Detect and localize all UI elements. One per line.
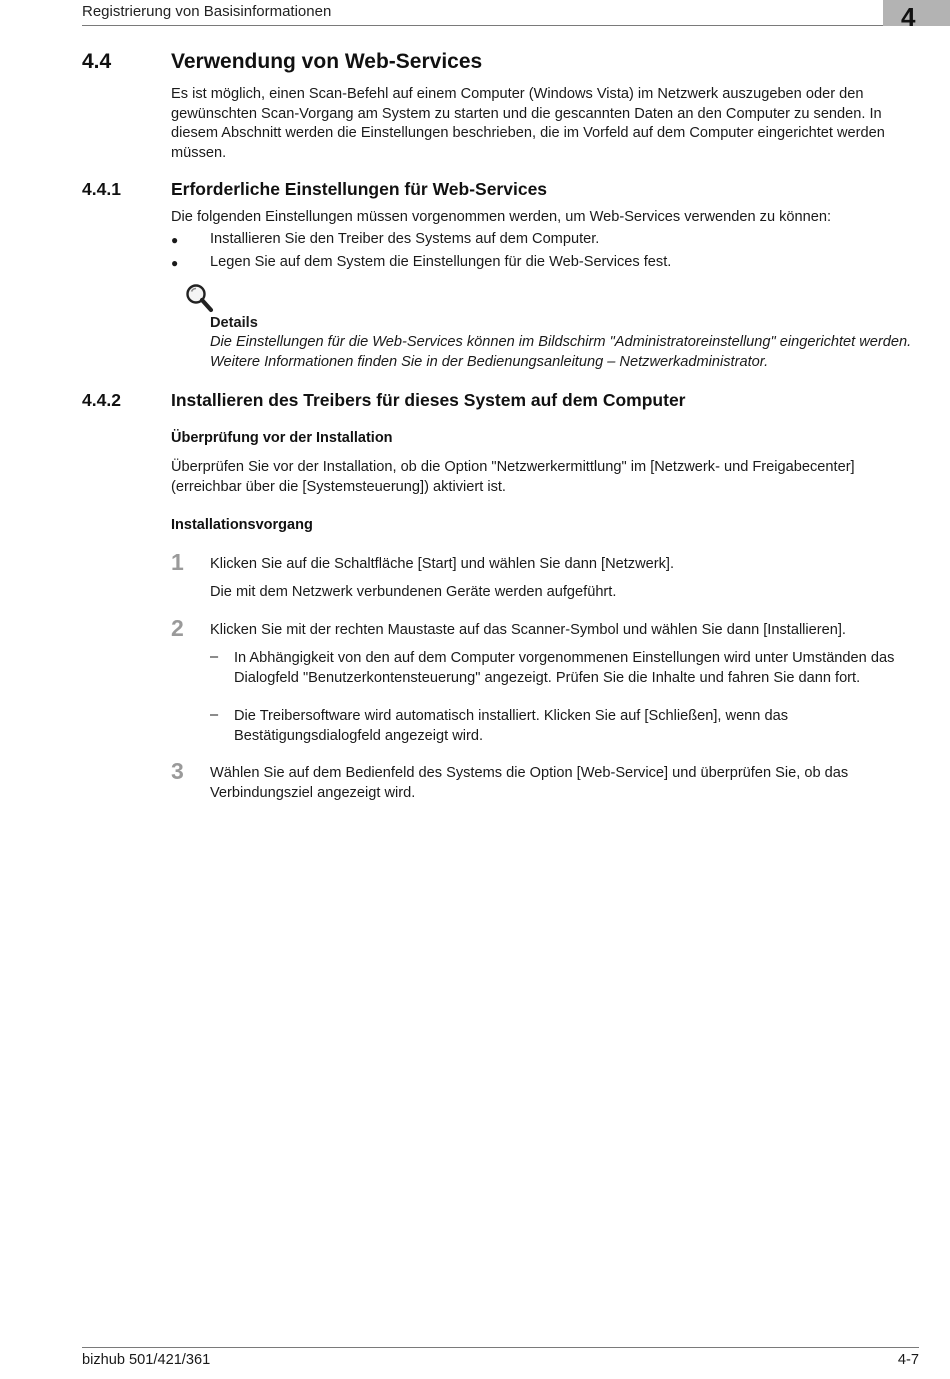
bullet-icon: ●	[171, 233, 179, 247]
section-number: 4.4	[82, 50, 112, 73]
subsection-1-number: 4.4.1	[82, 179, 121, 199]
chapter-tab	[883, 0, 950, 32]
step-sub-item: Die Treibersoftware wird automatisch installiert. Klicken Sie auf [Schließen], wenn das Bestätigungsdialogfeld angezeigt wird.	[234, 708, 788, 744]
note-text: Die Einstellungen für die Web-Services können im Bildschirm "Administratoreinstellung" eingerichtet werden. Weitere Informationen finden Sie in der Bedienungsanleitung – Netzwerkadministrator.	[210, 334, 912, 370]
procedure-heading: Installationsvorgang	[171, 517, 313, 533]
step-text: Wählen Sie auf dem Bedienfeld des Systems die Option [Web-Service] und überprüfen Sie, ob das Verbindungsziel angezeigt wird.	[210, 765, 849, 801]
step-number: 1	[171, 549, 184, 575]
step-sub-item: In Abhängigkeit von den auf dem Computer vorgenommenen Einstellungen wird unter Umständen das Dialogfeld "Benutzerkontensteuerung" angezeigt. Prüfen Sie die Inhalte und fahren Sie dann fort.	[234, 650, 895, 686]
section-intro: Es ist möglich, einen Scan-Befehl auf einem Computer (Windows Vista) im Netzwerk auszugeben oder den gewünschten Scan-Vorgang am System zu starten und die gescannten Daten an den Computer zu senden. In diesem Abschnitt werden die Einstellungen beschrieben, die im Vorfeld auf dem Computer eingerichtet werden müssen.	[171, 86, 885, 161]
bullet-icon: ●	[171, 256, 179, 270]
bullet-item: Legen Sie auf dem System die Einstellungen für die Web-Services fest.	[210, 254, 672, 270]
check-text: Überprüfen Sie vor der Installation, ob die Option "Netzwerkermittlung" im [Netzwerk- und Freigabecenter] (erreichbar über die [Systemsteuerung]) aktiviert ist.	[171, 459, 855, 495]
header-divider	[82, 25, 883, 26]
magnifier-icon	[185, 283, 215, 313]
check-heading: Überprüfung vor der Installation	[171, 430, 393, 446]
subsection-2-title: Installieren des Treibers für dieses System auf dem Computer	[171, 390, 686, 410]
section-title: Verwendung von Web-Services	[171, 50, 483, 73]
bullet-item: Installieren Sie den Treiber des Systems auf dem Computer.	[210, 231, 600, 247]
footer-divider	[82, 1347, 919, 1348]
step-result: Die mit dem Netzwerk verbundenen Geräte werden aufgeführt.	[210, 584, 617, 600]
page-number: 4-7	[897, 1352, 919, 1368]
step-text: Klicken Sie mit der rechten Maustaste auf das Scanner-Symbol und wählen Sie dann [Installieren].	[210, 622, 846, 638]
subsection-2-number: 4.4.2	[82, 390, 121, 410]
step-text: Klicken Sie auf die Schaltfläche [Start] und wählen Sie dann [Netzwerk].	[210, 556, 675, 572]
step-number: 2	[171, 615, 184, 641]
dash-marker: –	[210, 707, 219, 723]
note-title: Details	[210, 315, 258, 331]
dash-marker: –	[210, 649, 219, 665]
footer-product: bizhub 501/421/361	[82, 1352, 211, 1368]
step-number: 3	[171, 758, 184, 784]
chapter-number: 4	[901, 2, 916, 32]
subsection-1-title: Erforderliche Einstellungen für Web-Services	[171, 179, 548, 199]
running-header: Registrierung von Basisinformationen	[82, 3, 332, 20]
subsection-1-intro: Die folgenden Einstellungen müssen vorgenommen werden, um Web-Services verwenden zu können:	[171, 209, 832, 225]
